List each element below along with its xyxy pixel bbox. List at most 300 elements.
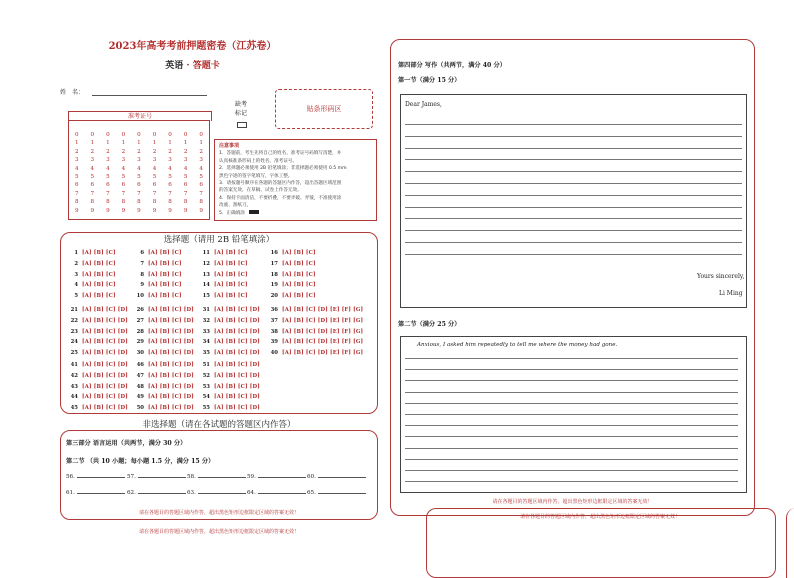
instruction-line: 1．答题前，考生先将自己的姓名、准考证号码填写清楚，并 bbox=[219, 151, 342, 157]
question-number: 39 bbox=[270, 339, 278, 346]
choice-question[interactable] bbox=[134, 261, 182, 267]
blank-number: 65. bbox=[307, 490, 316, 496]
exam-digit-bubble[interactable]: 7 bbox=[90, 190, 95, 197]
blank-line[interactable] bbox=[138, 477, 186, 478]
writing-line[interactable] bbox=[405, 369, 738, 370]
answer-options[interactable]: [A] [B] [C] [D] bbox=[148, 383, 194, 390]
blank-answer-field[interactable] bbox=[66, 474, 125, 480]
exam-digit-bubble[interactable]: 2 bbox=[168, 148, 172, 155]
exam-digit-bubble[interactable]: 6 bbox=[183, 182, 188, 189]
choice-question[interactable] bbox=[200, 384, 260, 390]
choice-question[interactable] bbox=[268, 282, 316, 288]
exam-digit-bubble[interactable]: 2 bbox=[74, 148, 79, 155]
answer-options[interactable]: [A] [B] [C] bbox=[282, 260, 316, 267]
answer-options[interactable]: [A] [B] [C] bbox=[282, 271, 316, 278]
answer-options[interactable]: [A] [B] [C] [D] bbox=[82, 405, 128, 412]
answer-options[interactable]: [A] [B] [C] [D] bbox=[82, 383, 128, 390]
choice-question[interactable] bbox=[68, 282, 116, 288]
choice-question[interactable] bbox=[268, 318, 363, 324]
choice-question[interactable] bbox=[68, 307, 128, 313]
answer-options[interactable]: [A] [B] [C] [D] bbox=[214, 383, 260, 390]
blank-line[interactable] bbox=[198, 493, 246, 494]
exam-digit-bubble[interactable]: 7 bbox=[183, 190, 188, 197]
answer-options[interactable]: [A] [B] [C] [D] bbox=[82, 328, 128, 335]
answer-options[interactable]: [A] [B] [C] [D] bbox=[148, 350, 194, 357]
blank-answer-field[interactable] bbox=[247, 474, 306, 480]
exam-digit-bubble[interactable]: 9 bbox=[183, 207, 188, 214]
answer-options[interactable]: [A] [B] [C] [D] bbox=[82, 317, 128, 324]
writing-line[interactable] bbox=[405, 136, 742, 137]
exam-digit-bubble[interactable]: 5 bbox=[106, 174, 110, 181]
choice-question[interactable] bbox=[68, 293, 116, 299]
exam-digit-bubble[interactable]: 9 bbox=[137, 207, 141, 214]
question-number: 7 bbox=[140, 260, 144, 267]
exam-digit-bubble[interactable]: 8 bbox=[152, 199, 157, 206]
exam-digit-bubble[interactable]: 5 bbox=[183, 174, 188, 181]
answer-options[interactable]: [A] [B] [C] bbox=[82, 282, 116, 289]
answer-options[interactable]: [A] [B] [C] bbox=[82, 260, 116, 267]
answer-options[interactable]: [A] [B] [C] [D] bbox=[148, 317, 194, 324]
question-number: 18 bbox=[270, 271, 278, 278]
choice-question[interactable] bbox=[68, 272, 116, 278]
question-number: 15 bbox=[202, 293, 210, 300]
letter-answer-box[interactable] bbox=[400, 94, 747, 308]
writing-line[interactable] bbox=[405, 459, 738, 460]
answer-options[interactable]: [A] [B] [C] [D] bbox=[82, 350, 128, 357]
blank-line[interactable] bbox=[318, 477, 366, 478]
exam-digit-bubble[interactable]: 6 bbox=[74, 182, 79, 189]
choice-question[interactable] bbox=[134, 272, 182, 278]
choice-question[interactable] bbox=[68, 261, 116, 267]
answer-options[interactable]: [A] [B] [C] bbox=[282, 250, 316, 256]
exam-digit-bubble[interactable]: 8 bbox=[90, 199, 95, 206]
answer-options[interactable]: [A] [B] [C] [D] bbox=[214, 394, 260, 401]
exam-digit-bubble[interactable]: 5 bbox=[121, 174, 126, 181]
blank-number: 62. bbox=[127, 490, 136, 496]
choice-question[interactable] bbox=[268, 272, 316, 278]
writing-line[interactable] bbox=[405, 358, 738, 359]
exam-digit-bubble[interactable]: 0 bbox=[74, 132, 79, 138]
question-number: 49 bbox=[136, 394, 144, 401]
exam-number-column[interactable] bbox=[153, 131, 157, 219]
writing-line[interactable] bbox=[405, 148, 742, 149]
choice-question[interactable] bbox=[200, 261, 248, 267]
choice-question[interactable] bbox=[134, 350, 194, 356]
choice-question[interactable] bbox=[268, 339, 363, 345]
exam-digit-bubble[interactable]: 4 bbox=[74, 165, 79, 172]
answer-options[interactable]: [A] [B] [C] [D] bbox=[148, 328, 194, 335]
answer-options[interactable]: [A] [B] [C] [D] bbox=[82, 372, 128, 379]
exam-number-column[interactable] bbox=[137, 131, 141, 219]
exam-digit-bubble[interactable]: 2 bbox=[199, 148, 203, 155]
exam-digit-bubble[interactable]: 9 bbox=[74, 207, 79, 214]
name-field[interactable] bbox=[92, 95, 207, 96]
exam-digit-bubble[interactable]: 6 bbox=[137, 182, 141, 189]
instruction-line: 改液、刮纸刀。 bbox=[219, 203, 252, 209]
exam-digit-bubble[interactable]: 0 bbox=[90, 132, 95, 138]
exam-digit-bubble[interactable]: 9 bbox=[152, 207, 157, 214]
instruction-line: 5．正确填涂 bbox=[219, 210, 372, 217]
exam-digit-bubble[interactable]: 4 bbox=[90, 165, 95, 172]
question-number: 17 bbox=[270, 260, 278, 267]
exam-digit-bubble[interactable]: 1 bbox=[121, 140, 126, 147]
exam-number-column[interactable] bbox=[106, 131, 110, 219]
answer-options[interactable]: [A] [B] [C] bbox=[148, 282, 182, 289]
exam-digit-bubble[interactable]: 0 bbox=[183, 132, 188, 138]
answer-options[interactable]: [A] [B] [C] [D] bbox=[214, 328, 260, 335]
question-number: 9 bbox=[140, 282, 144, 289]
answer-options[interactable]: [A] [B] [C] bbox=[82, 250, 116, 256]
question-number: 43 bbox=[70, 383, 78, 390]
exam-digit-bubble[interactable]: 2 bbox=[137, 148, 141, 155]
choice-question[interactable] bbox=[68, 350, 128, 356]
exam-number-column[interactable] bbox=[168, 131, 172, 219]
choice-question[interactable] bbox=[134, 405, 194, 411]
question-number: 46 bbox=[136, 362, 144, 368]
answer-options[interactable]: [A] [B] [C] [D] [E] [F] [G] bbox=[282, 328, 364, 335]
question-number: 48 bbox=[136, 383, 144, 390]
answer-options[interactable]: [A] [B] [C] [D] bbox=[148, 339, 194, 346]
choice-question[interactable] bbox=[68, 318, 128, 324]
exam-digit-bubble[interactable]: 1 bbox=[106, 140, 110, 147]
writing-line[interactable] bbox=[405, 124, 742, 125]
exam-digit-bubble[interactable]: 2 bbox=[152, 148, 157, 155]
choice-question[interactable] bbox=[68, 250, 116, 256]
blank-line[interactable] bbox=[138, 493, 186, 494]
writing-line[interactable] bbox=[405, 230, 742, 231]
question-number: 35 bbox=[202, 350, 210, 357]
blank-number: 63. bbox=[187, 490, 196, 496]
exam-digit-bubble[interactable]: 5 bbox=[90, 174, 95, 181]
answer-options[interactable]: [A] [B] [C] bbox=[214, 293, 248, 300]
blank-line[interactable] bbox=[258, 493, 306, 494]
blank-answer-field[interactable] bbox=[307, 474, 366, 480]
blank-answer-field[interactable] bbox=[127, 490, 186, 496]
answer-options[interactable]: [A] [B] [C] bbox=[148, 260, 182, 267]
blank-answer-field[interactable] bbox=[187, 474, 246, 480]
question-number: 21 bbox=[70, 307, 78, 313]
answer-options[interactable]: [A] [B] [C] [D] [E] [F] [G] bbox=[282, 350, 364, 357]
exam-digit-bubble[interactable]: 4 bbox=[168, 165, 172, 172]
answer-options[interactable]: [A] [B] [C] bbox=[148, 271, 182, 278]
choice-question[interactable] bbox=[200, 350, 260, 356]
writing-line[interactable] bbox=[405, 392, 738, 393]
question-number: 40 bbox=[270, 350, 278, 357]
answer-options[interactable]: [A] [B] [C] [D] bbox=[214, 405, 260, 412]
exam-digit-bubble[interactable]: 8 bbox=[199, 199, 203, 206]
writing-line[interactable] bbox=[405, 425, 738, 426]
answer-options[interactable]: [A] [B] [C] [D] bbox=[214, 317, 260, 324]
exam-number-grid[interactable] bbox=[68, 120, 210, 220]
exam-digit-bubble[interactable]: 5 bbox=[152, 174, 157, 181]
exam-digit-bubble[interactable]: 9 bbox=[106, 207, 110, 214]
exam-digit-bubble[interactable]: 2 bbox=[121, 148, 126, 155]
choice-question[interactable] bbox=[134, 373, 194, 379]
exam-digit-bubble[interactable]: 4 bbox=[183, 165, 188, 172]
answer-options[interactable]: [A] [B] [C] bbox=[214, 282, 248, 289]
choice-question[interactable] bbox=[68, 373, 128, 379]
exam-digit-bubble[interactable]: 7 bbox=[106, 190, 110, 197]
exam-digit-bubble[interactable]: 6 bbox=[90, 182, 95, 189]
barcode-area bbox=[275, 89, 373, 129]
exam-digit-bubble[interactable]: 2 bbox=[106, 148, 110, 155]
exam-digit-bubble[interactable]: 4 bbox=[152, 165, 157, 172]
exam-digit-bubble[interactable]: 1 bbox=[137, 140, 141, 147]
exam-digit-bubble[interactable]: 3 bbox=[168, 157, 172, 164]
exam-digit-bubble[interactable]: 8 bbox=[168, 199, 172, 206]
exam-digit-bubble[interactable]: 3 bbox=[152, 157, 157, 164]
choice-question[interactable] bbox=[200, 362, 260, 368]
exam-digit-bubble[interactable]: 1 bbox=[183, 140, 188, 147]
question-number: 45 bbox=[70, 405, 78, 412]
choice-question[interactable] bbox=[268, 350, 363, 356]
answer-options[interactable]: [A] [B] [C] bbox=[282, 293, 316, 300]
absent-checkbox[interactable] bbox=[237, 122, 247, 128]
exam-digit-bubble[interactable]: 6 bbox=[168, 182, 172, 189]
subject-label: 英语 bbox=[165, 61, 184, 71]
exam-digit-bubble[interactable]: 1 bbox=[168, 140, 172, 147]
exam-digit-bubble[interactable]: 8 bbox=[183, 199, 188, 206]
answer-options[interactable]: [A] [B] [C] [D] bbox=[82, 394, 128, 401]
answer-options[interactable]: [A] [B] [C] bbox=[214, 260, 248, 267]
exam-number-column[interactable] bbox=[91, 131, 95, 219]
exam-digit-bubble[interactable]: 3 bbox=[137, 157, 141, 164]
writing-line[interactable] bbox=[405, 470, 738, 471]
blank-answer-field[interactable] bbox=[307, 490, 366, 496]
writing-line[interactable] bbox=[405, 195, 742, 196]
question-number: 5 bbox=[74, 293, 78, 300]
exam-digit-bubble[interactable]: 2 bbox=[90, 148, 95, 155]
answer-options[interactable]: [A] [B] [C] [D] bbox=[214, 350, 260, 357]
answer-options[interactable]: [A] [B] [C] [D] bbox=[148, 394, 194, 401]
exam-number-column[interactable] bbox=[184, 131, 188, 219]
exam-number-column[interactable] bbox=[199, 131, 203, 219]
exam-digit-bubble[interactable]: 0 bbox=[121, 132, 126, 138]
exam-digit-bubble[interactable]: 8 bbox=[137, 199, 141, 206]
left-warning-bottom: 请在各题目的答题区域内作答，超出黑色矩形边框限定区域的答案无效！ bbox=[138, 529, 299, 535]
question-number: 6 bbox=[140, 250, 144, 256]
exam-digit-bubble[interactable]: 5 bbox=[74, 174, 79, 181]
blank-answer-field[interactable] bbox=[127, 474, 186, 480]
instruction-line: 认真核准条形码上的姓名、准考证号。 bbox=[219, 158, 298, 164]
exam-digit-bubble[interactable]: 6 bbox=[106, 182, 110, 189]
answer-options[interactable]: [A] [B] [C] [D] bbox=[148, 405, 194, 412]
exam-digit-bubble[interactable]: 1 bbox=[90, 140, 95, 147]
question-number: 1 bbox=[74, 250, 78, 256]
choice-question[interactable] bbox=[268, 250, 316, 256]
choice-question[interactable] bbox=[268, 307, 363, 313]
choice-question[interactable] bbox=[68, 362, 128, 368]
continuation-starter: Anxious, I asked him repeatedly to tell me where the money had gone. bbox=[417, 342, 618, 348]
choice-question[interactable] bbox=[68, 329, 128, 335]
blank-line[interactable] bbox=[318, 493, 366, 494]
exam-digit-bubble[interactable]: 4 bbox=[106, 165, 110, 172]
answer-options[interactable]: [A] [B] [C] [D] bbox=[148, 372, 194, 379]
exam-digit-bubble[interactable]: 5 bbox=[168, 174, 172, 181]
exam-digit-bubble[interactable]: 4 bbox=[199, 165, 203, 172]
exam-digit-bubble[interactable]: 3 bbox=[74, 157, 79, 164]
choice-question[interactable] bbox=[68, 339, 128, 345]
answer-options[interactable]: [A] [B] [C] bbox=[214, 271, 248, 278]
blank-line[interactable] bbox=[77, 493, 125, 494]
exam-digit-bubble[interactable]: 0 bbox=[152, 132, 157, 138]
answer-options[interactable]: [A] [B] [C] bbox=[282, 282, 316, 289]
exam-digit-bubble[interactable]: 6 bbox=[152, 182, 157, 189]
choice-question[interactable] bbox=[200, 339, 260, 345]
choice-question[interactable] bbox=[68, 384, 128, 390]
answer-options[interactable]: [A] [B] [C] bbox=[82, 293, 116, 300]
choice-question[interactable] bbox=[200, 405, 260, 411]
answer-options[interactable]: [A] [B] [C] [D] bbox=[82, 307, 128, 313]
exam-digit-bubble[interactable]: 9 bbox=[168, 207, 172, 214]
exam-digit-bubble[interactable]: 8 bbox=[74, 199, 79, 206]
answer-options[interactable]: [A] [B] [C] bbox=[148, 250, 182, 256]
answer-options[interactable]: [A] [B] [C] bbox=[214, 250, 248, 256]
blank-number: 57. bbox=[127, 474, 136, 480]
choice-question[interactable] bbox=[134, 250, 182, 256]
writing-line[interactable] bbox=[405, 159, 742, 160]
exam-digit-bubble[interactable]: 4 bbox=[121, 165, 126, 172]
exam-digit-bubble[interactable]: 9 bbox=[90, 207, 95, 214]
right-warning: 请在各题目的答题区域内作答，超出黑色矩形边框限定区域的答案无效！ bbox=[492, 499, 653, 505]
question-number: 54 bbox=[202, 394, 210, 401]
blank-answer-field[interactable] bbox=[187, 490, 246, 496]
writing-line[interactable] bbox=[405, 254, 742, 255]
choice-question[interactable] bbox=[200, 250, 248, 256]
writing-line[interactable] bbox=[405, 403, 738, 404]
exam-digit-bubble[interactable]: 1 bbox=[152, 140, 157, 147]
question-number: 34 bbox=[202, 339, 210, 346]
choice-question[interactable] bbox=[134, 282, 182, 288]
exam-digit-bubble[interactable]: 7 bbox=[168, 190, 172, 197]
exam-digit-bubble[interactable]: 0 bbox=[199, 132, 203, 138]
writing-line[interactable] bbox=[405, 207, 742, 208]
choice-question[interactable] bbox=[134, 394, 194, 400]
blank-number: 60. bbox=[307, 474, 316, 480]
exam-digit-bubble[interactable]: 7 bbox=[199, 190, 203, 197]
exam-digit-bubble[interactable]: 7 bbox=[137, 190, 141, 197]
writing-line[interactable] bbox=[405, 183, 742, 184]
exam-digit-bubble[interactable]: 7 bbox=[121, 190, 126, 197]
blank-line[interactable] bbox=[258, 477, 306, 478]
choice-question[interactable] bbox=[200, 318, 260, 324]
choice-question[interactable] bbox=[200, 307, 260, 313]
exam-digit-bubble[interactable]: 6 bbox=[121, 182, 126, 189]
answer-options[interactable]: [A] [B] [C] [D] bbox=[82, 362, 128, 368]
exam-digit-bubble[interactable]: 7 bbox=[74, 190, 79, 197]
choice-question[interactable] bbox=[134, 318, 194, 324]
exam-digit-bubble[interactable]: 3 bbox=[183, 157, 188, 164]
blank-number: 64. bbox=[247, 490, 256, 496]
exam-digit-bubble[interactable]: 6 bbox=[199, 182, 203, 189]
writing-line[interactable] bbox=[405, 171, 742, 172]
answer-options[interactable]: [A] [B] [C] [D] bbox=[214, 339, 260, 346]
answer-options[interactable]: [A] [B] [C] [D] bbox=[214, 372, 260, 379]
writing-line[interactable] bbox=[405, 218, 742, 219]
blank-line[interactable] bbox=[198, 477, 246, 478]
choice-question[interactable] bbox=[68, 394, 128, 400]
answer-options[interactable]: [A] [B] [C] [D] bbox=[148, 307, 194, 313]
exam-digit-bubble[interactable]: 0 bbox=[137, 132, 141, 138]
answer-options[interactable]: [A] [B] [C] [D] bbox=[214, 362, 260, 368]
choice-section-title: 选择题（请用 2B 铅笔填涂） bbox=[163, 235, 275, 245]
blank-line[interactable] bbox=[77, 477, 125, 478]
blank-answer-field[interactable] bbox=[66, 490, 125, 496]
choice-question[interactable] bbox=[268, 261, 316, 267]
writing-line[interactable] bbox=[405, 242, 742, 243]
question-number: 37 bbox=[270, 317, 278, 324]
exam-digit-bubble[interactable]: 0 bbox=[106, 132, 110, 138]
writing-line[interactable] bbox=[405, 436, 738, 437]
choice-question[interactable] bbox=[200, 272, 248, 278]
exam-digit-bubble[interactable]: 3 bbox=[106, 157, 110, 164]
choice-question[interactable] bbox=[200, 293, 248, 299]
choice-question[interactable] bbox=[134, 329, 194, 335]
exam-digit-bubble[interactable]: 0 bbox=[168, 132, 172, 138]
choice-question[interactable] bbox=[268, 329, 363, 335]
choice-question[interactable] bbox=[68, 405, 128, 411]
choice-question[interactable] bbox=[200, 282, 248, 288]
exam-digit-bubble[interactable]: 7 bbox=[152, 190, 157, 197]
question-number: 24 bbox=[70, 339, 78, 346]
exam-digit-bubble[interactable]: 8 bbox=[106, 199, 110, 206]
choice-question[interactable] bbox=[134, 362, 194, 368]
choice-question[interactable] bbox=[134, 339, 194, 345]
answer-options[interactable]: [A] [B] [C] [D] bbox=[214, 307, 260, 313]
exam-digit-bubble[interactable]: 2 bbox=[183, 148, 188, 155]
exam-digit-bubble[interactable]: 9 bbox=[121, 207, 126, 214]
choice-question[interactable] bbox=[268, 293, 316, 299]
choice-question[interactable] bbox=[200, 329, 260, 335]
blank-answer-field[interactable] bbox=[247, 490, 306, 496]
answer-options[interactable]: [A] [B] [C] bbox=[148, 293, 182, 300]
answer-options[interactable]: [A] [B] [C] [D] [E] [F] [G] bbox=[282, 307, 364, 313]
choice-question[interactable] bbox=[134, 307, 194, 313]
exam-number-column[interactable] bbox=[75, 131, 79, 219]
choice-question[interactable] bbox=[134, 293, 182, 299]
exam-digit-bubble[interactable]: 4 bbox=[137, 165, 141, 172]
exam-digit-bubble[interactable]: 3 bbox=[90, 157, 95, 164]
exam-digit-bubble[interactable]: 8 bbox=[121, 199, 126, 206]
exam-digit-bubble[interactable]: 1 bbox=[199, 140, 203, 147]
choice-question[interactable] bbox=[200, 394, 260, 400]
exam-digit-bubble[interactable]: 5 bbox=[199, 174, 203, 181]
writing-line[interactable] bbox=[405, 448, 738, 449]
question-number: 41 bbox=[70, 362, 78, 368]
question-number: 4 bbox=[74, 282, 78, 289]
writing-line[interactable] bbox=[405, 481, 738, 482]
subtitle-separator: · bbox=[186, 61, 190, 71]
answer-options[interactable]: [A] [B] [C] bbox=[82, 271, 116, 278]
exam-digit-bubble[interactable]: 9 bbox=[199, 207, 203, 214]
choice-question[interactable] bbox=[134, 384, 194, 390]
writing-line[interactable] bbox=[405, 414, 738, 415]
exam-digit-bubble[interactable]: 3 bbox=[121, 157, 126, 164]
writing-line[interactable] bbox=[405, 380, 738, 381]
exam-digit-bubble[interactable]: 5 bbox=[137, 174, 141, 181]
letter-salutation: Dear James, bbox=[405, 101, 442, 108]
answer-options[interactable]: [A] [B] [C] [D] [E] [F] [G] bbox=[282, 339, 364, 346]
answer-options[interactable]: [A] [B] [C] [D] [E] [F] [G] bbox=[282, 317, 364, 324]
answer-options[interactable]: [A] [B] [C] [D] bbox=[148, 362, 194, 368]
exam-digit-bubble[interactable]: 3 bbox=[199, 157, 203, 164]
instructions-list bbox=[219, 150, 372, 217]
question-number: 42 bbox=[70, 372, 78, 379]
answer-options[interactable]: [A] [B] [C] [D] bbox=[82, 339, 128, 346]
choice-question[interactable] bbox=[200, 373, 260, 379]
exam-number-column[interactable] bbox=[122, 131, 126, 219]
exam-digit-bubble[interactable]: 1 bbox=[74, 140, 79, 147]
